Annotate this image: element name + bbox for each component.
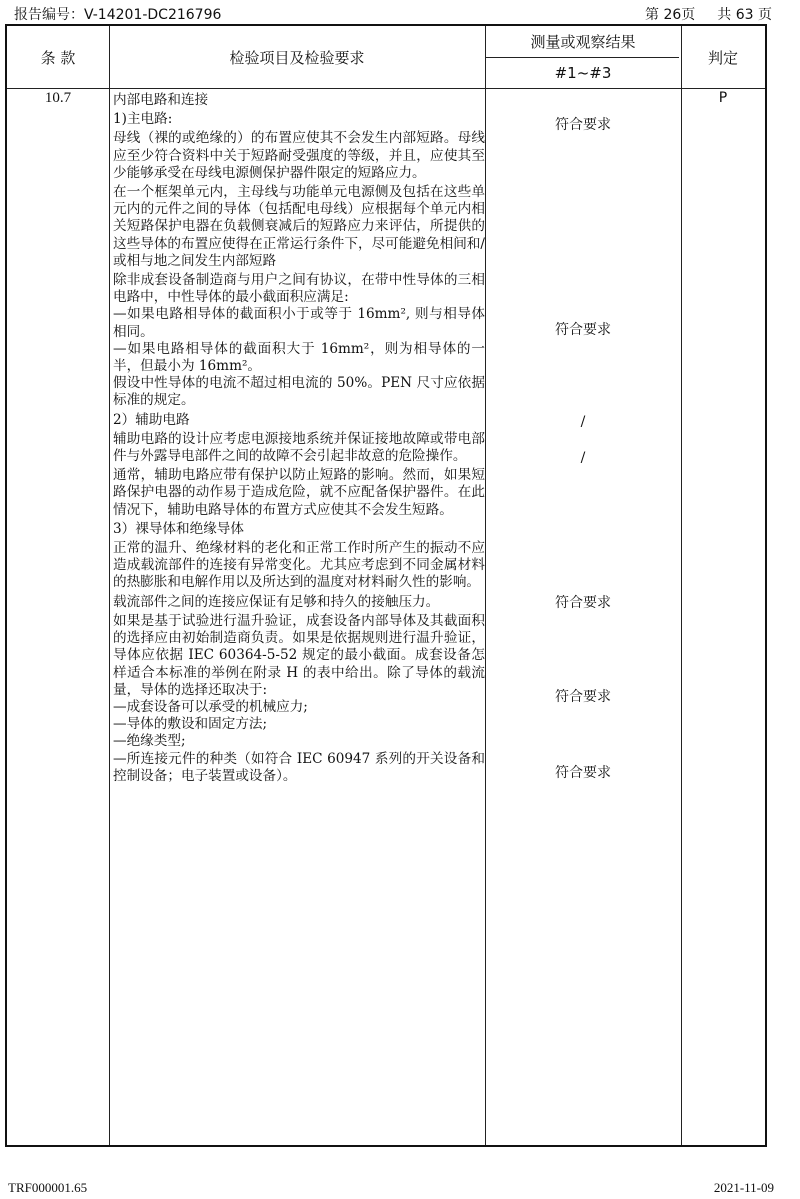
- list-item: —绝缘类型;: [113, 733, 186, 750]
- page-current: 第 26页: [645, 7, 696, 23]
- column-header-verdict: 判定: [707, 48, 738, 67]
- requirements-text: [113, 92, 485, 785]
- result-value: 符合要求: [555, 765, 611, 781]
- divider: [109, 26, 110, 1145]
- report-number-value: V-14201-DC216796: [84, 7, 222, 23]
- divider: [7, 88, 765, 89]
- paragraph: 载流部件之间的连接应保证有足够和持久的接触压力。: [113, 593, 440, 610]
- page-total: 共 63 页: [717, 7, 772, 23]
- paragraph: 除非成套设备制造商与用户之间有协议，在带中性导体的三相电路中，中性导体的最小截面积应满足:: [113, 272, 485, 306]
- report-number-label: 报告编号：: [14, 7, 84, 23]
- form-code: TRF000001.65: [8, 1180, 88, 1195]
- paragraph: 母线（裸的或绝缘的）的布置应使其不会发生内部短路。母线应至少符合资料中关于短路耐受强度的等级，并且，应使其至少能够承受在母线电源侧保护器件限定的短路应力。: [113, 130, 485, 181]
- clause-number: 10.7: [44, 90, 72, 106]
- list-item: —成套设备可以承受的机械应力;: [113, 698, 308, 715]
- subsection-title: 3）裸导体和绝缘导体: [113, 520, 244, 537]
- verdict: P: [718, 90, 728, 106]
- paragraph: 通常，辅助电路应带有保护以防止短路的影响。然而，如果短路保护电器的动作易于造成危险，就不应配备保护器件。在此情况下，辅助电路导体的布置方式应使其不会发生短路。: [113, 467, 485, 518]
- result-value: 符合要求: [555, 117, 611, 133]
- divider: [485, 26, 486, 1145]
- paragraph: —如果电路相导体的截面积大于 16mm²，则为相导体的一半，但最小为 16mm²。: [113, 340, 485, 375]
- paragraph: 在一个框架单元内，主母线与功能单元电源侧及包括在这些单元内的元件之间的导体（包括配电母线）应根据每个单元内相关短路保护电器在负载侧衰减后的短路应力来评估，所提供的这些导体的布置应使得在正常运行条件下，尽可能避免相间和/或相与地之间发生内部短路: [113, 184, 485, 269]
- inspection-table: [5, 24, 767, 1147]
- page-indicator: [623, 6, 772, 24]
- result-value: 符合要求: [555, 689, 611, 705]
- paragraph: 正常的温升、绝缘材料的老化和正常工作时所产生的振动不应造成载流部件的连接有异常变化。尤其应考虑到不同金属材料的热膨胀和电解作用以及所达到的温度对材料耐久性的影响。: [113, 540, 485, 591]
- section-title: 内部电路和连接: [113, 92, 209, 108]
- result-value: /: [580, 450, 586, 466]
- result-value: 符合要求: [555, 322, 611, 338]
- list-item: —导体的敷设和固定方法;: [113, 716, 268, 733]
- result-value: 符合要求: [555, 595, 611, 611]
- report-number: [14, 6, 221, 24]
- paragraph: 假设中性导体的电流不超过相电流的 50%。PEN 尺寸应依据标准的规定。: [113, 375, 485, 409]
- footer-date: 2021-11-09: [713, 1180, 774, 1195]
- paragraph: 辅助电路的设计应考虑电源接地系统并保证接地故障或带电部件与外露导电部件之间的故障不会引起非故意的危险操作。: [113, 430, 485, 465]
- paragraph: —如果电路相导体的截面积小于或等于 16mm², 则与相导体相同。: [113, 306, 485, 340]
- column-header-results: 测量或观察结果: [530, 33, 636, 51]
- result-value: /: [580, 414, 586, 430]
- column-header-clause: 条 款: [40, 48, 76, 67]
- subsection-title: 1)主电路:: [113, 111, 173, 128]
- paragraph: 如果是基于试验进行温升验证，成套设备内部导体及其截面积的选择应由初始制造商负责。如果是依据规则进行温升验证，导体应依据 IEC 60364-5-52 规定的最小截面。成套设备怎样适合本标准的举例在附录 H 的表中给出。除了导体的载流量，导体的选择还取决于:: [113, 612, 485, 698]
- column-header-samples: #1~#3: [554, 63, 612, 82]
- subsection-title: 2）辅助电路: [113, 411, 190, 428]
- column-header-items: 检验项目及检验要求: [229, 48, 365, 67]
- divider: [681, 26, 682, 1145]
- list-item: —所连接元件的种类（如符合 IEC 60947 系列的开关设备和控制设备；电子装置或设备）。: [113, 750, 485, 784]
